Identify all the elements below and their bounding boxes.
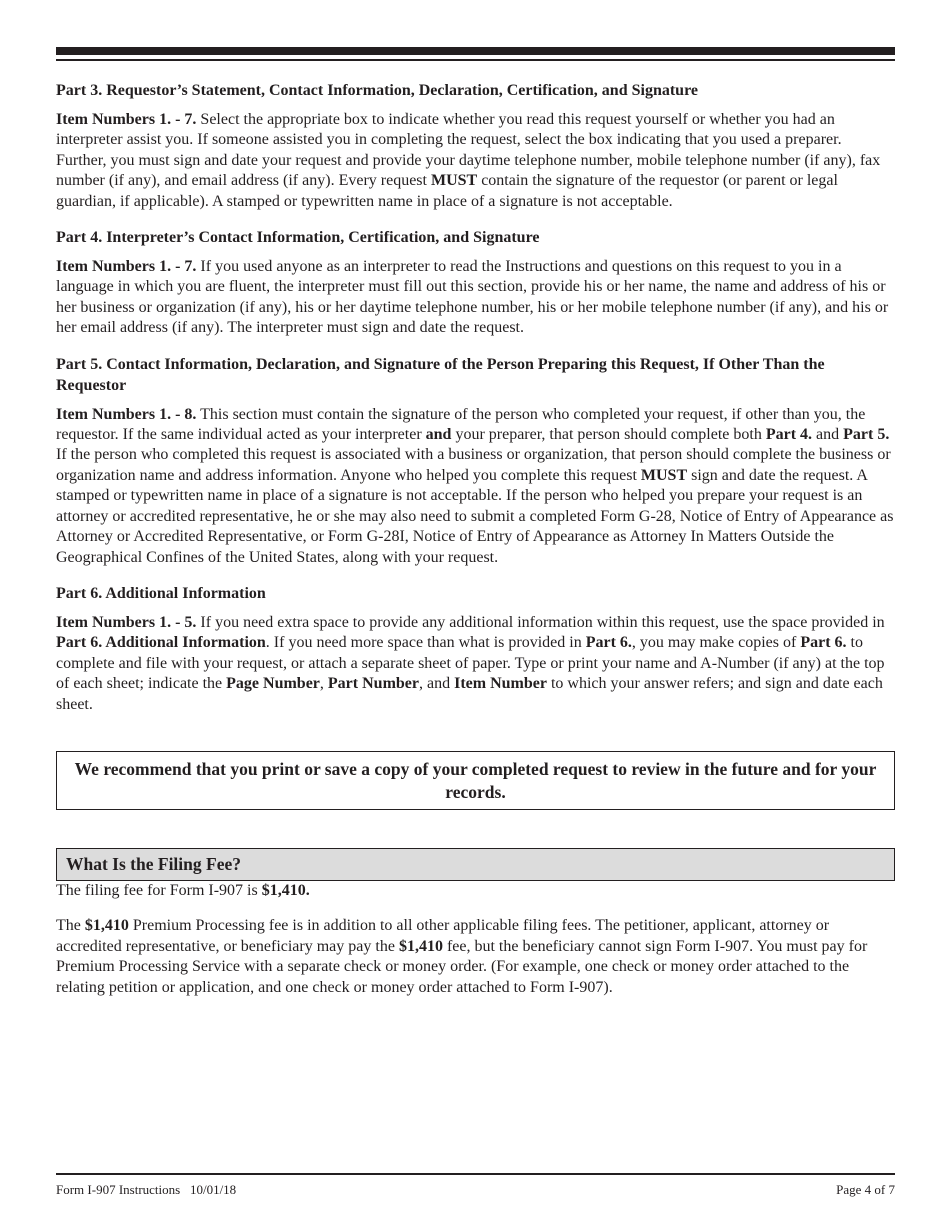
filing-fee-paragraph: The filing fee for Form I-907 is $1,410. [56,881,310,899]
part4-heading: Part 4. Interpreter’s Contact Information, Certification, and Signature [56,229,540,247]
part6-paragraph: Item Numbers 1. - 5. If you need extra space to provide any additional information within this request, use the space provided in Part 6. Additional Information. If you need more space than what is provided in Part 6., you may make copies of Part 6. to complete and file with your request, or attach a separate sheet of paper. Type or print your name and A-Number (if any) at the top of each sheet; indicate the Page Number, Part Number, and Item Number to which your answer refers; and sign and date each sheet. [56,613,885,713]
part5-item-label: Item Numbers 1. - 8. [56,405,197,423]
part3-heading: Part 3. Requestor’s Statement, Contact Information, Declaration, Certification, and Signature [56,82,698,99]
footer-rule [56,1173,895,1175]
part6-section [56,583,895,715]
part6-item-label: Item Numbers 1. - 5. [56,613,197,631]
part5-heading: Part 5. Contact Information, Declaration, and Signature of the Person Preparing this Request, If Other Than the Requestor [56,355,825,394]
footer-form-id: Form I-907 Instructions 10/01/18 [56,1182,237,1197]
part5-section [56,354,895,568]
part4-section [56,227,895,339]
filing-fee-heading: What Is the Filing Fee? [56,848,895,881]
part5-paragraph: Item Numbers 1. - 8. This section must contain the signature of the person who completed your request, if other than you, the requestor. If the same individual acted as your interpreter and your preparer, that person should complete both Part 4. and Part 5. If the person who completed this request is associated with a business or organization, that person should complete the business or organization name and address information. Anyone who helped you complete this request MUST sign and date the request. A stamped or typewritten name in place of a signature is not acceptable. If the person who helped you prepare your request is an attorney or accredited representative, he or she may also need to submit a completed Form G-28, Notice of Entry of Appearance as Attorney or Accredited Representative, or Form G-28I, Notice of Entry of Appearance as Attorney In Matters Outside the Geographical Confines of the United States, along with your request. [56,405,894,566]
part3-item-label: Item Numbers 1. - 7. [56,111,197,128]
header-rule-thin [56,59,895,61]
part3-section [56,80,895,212]
part3-paragraph: Item Numbers 1. - 7. Select the appropriate box to indicate whether you read this request yourself or whether you had an interpreter assist you. If someone assisted you in completing the request, select the box indicating that you used a preparer. Further, you must sign and date your request and provide your daytime telephone number, mobile telephone number (if any), fax number (if any), and email address (if any). Every request MUST contain the signature of the requestor (or parent or legal guardian, if applicable). A stamped or typewritten name in place of a signature is not acceptable. [56,111,881,210]
part4-item-label: Item Numbers 1. - 7. [56,258,197,276]
header-rule-thick [56,47,895,55]
document-page [56,0,895,1230]
recommendation-notice-box: We recommend that you print or save a copy of your completed request to review in the future and for your records. [56,751,895,810]
page-content [56,80,895,1013]
premium-processing-paragraph: The $1,410 Premium Processing fee is in addition to all other applicable filing fees. The petitioner, applicant, attorney or accredited representative, or beneficiary may pay the $1,410 fee, but the beneficiary cannot sign Form I-907. You must pay for Premium Processing Service with a separate check or money order. (For example, one check or money order attached to the relating petition or application, and one check or money order attached to Form I-907). [56,917,868,996]
part6-heading: Part 6. Additional Information [56,584,266,602]
part4-paragraph: Item Numbers 1. - 7. If you used anyone as an interpreter to read the Instructions and questions on this request to you in a language in which you are fluent, the interpreter must fill out this section, provide his or her name, the name and address of his or her business or organization (if any), his or her daytime telephone number, his or her mobile telephone number (if any), and his or her email address (if any). The interpreter must sign and date the request. [56,258,889,337]
footer-page-number: Page 4 of 7 [836,1182,895,1197]
